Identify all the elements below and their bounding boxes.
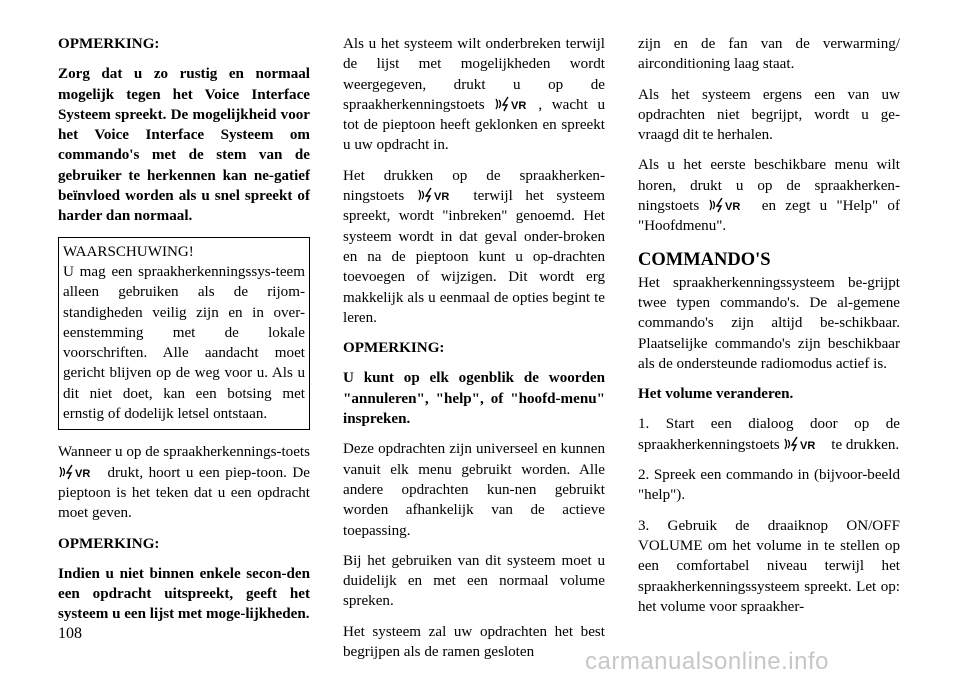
vr-icon-text: VR	[511, 99, 527, 112]
text: en zegt u "Help" of "Hoofdmenu".	[638, 198, 900, 235]
step-3: 3. Gebruik de draaiknop ON/OFF VOLUME om het volume in te stellen op een comfortabel niveau terwijl het spraakherkenningssysteem spreekt. Let op: het volume voor spraakher-	[638, 517, 900, 615]
text: te drukken.	[831, 436, 900, 453]
vr-icon-text: VR	[725, 201, 741, 214]
warning-box	[58, 237, 310, 431]
warning-title: WAARSCHUWING!	[63, 243, 194, 260]
text: Het drukken op de spraakherken-ningstoets	[343, 167, 605, 205]
paragraph	[58, 442, 310, 523]
voice-recognition-icon	[417, 187, 461, 203]
text: drukt, hoort u een piep-toon. De pieptoon is het teken dat u een opdracht moet geven.	[58, 464, 310, 522]
warning-text: U mag een spraakherkenningssys-teem alleen gebruiken als de rijom-standigheden veilig zijn en in over-eenstemming met de lokale voorschriften. Alle aandacht moet gericht blijven op de weg voor u. Als u dit niet doet, kan een botsing met ernstig of dodelijk letsel ontstaan.	[63, 263, 305, 423]
page-number: 108	[58, 625, 82, 642]
subheading: Het volume veranderen.	[638, 386, 794, 403]
note-text: Zorg dat u zo rustig en normaal mogelijk tegen het Voice Interface Systeem spreekt. De mogelijkheid voor het Voice Interface Systeem om commando's met de stem van de gebruiker te herkennen kan ne-gatief beïnvloed worden als u snel spreekt of harder dan normaal.	[58, 66, 310, 225]
paragraph: Bij het gebruiken van dit systeem moet u duidelijk en met een normaal volume spreken.	[343, 552, 605, 610]
step-2: 2. Spreek een commando in (bijvoor-beeld "help").	[638, 467, 900, 504]
note-label: OPMERKING:	[343, 340, 445, 357]
text: 1. Start een dialoog door op de spraakherkenningstoets	[638, 416, 900, 453]
voice-recognition-icon	[708, 197, 752, 213]
step-1	[638, 414, 900, 455]
paragraph	[638, 155, 900, 236]
text: , wacht u tot de pieptoon heeft geklonken en spreekt u uw opdracht in.	[343, 96, 605, 154]
voice-recognition-icon	[783, 436, 827, 452]
text: Wanneer u op de spraakherkennings-toets	[58, 444, 310, 461]
column-middle	[343, 34, 605, 672]
paragraph	[343, 34, 605, 156]
note-text: U kunt op elk ogenblik de woorden "annuleren", "help", of "hoofd-menu" inspreken.	[343, 370, 605, 428]
column-left	[58, 34, 310, 635]
section-heading: COMMANDO'S	[638, 249, 771, 270]
paragraph: Het spraakherkenningssysteem be-grijpt twee typen commando's. De al-gemene commando's zijn altijd be-schikbaar. Plaatselijke commando's zijn beschikbaar als de ondersteunde radiomodus actief is.	[638, 274, 900, 372]
paragraph: Het systeem zal uw opdrachten het best begrijpen als de ramen gesloten	[343, 623, 605, 661]
column-right	[638, 34, 900, 627]
voice-recognition-icon	[494, 96, 538, 112]
note-label: OPMERKING:	[58, 535, 160, 552]
text: terwijl het systeem spreekt, wordt "inbreken" genoemd. Het systeem wordt in dat geval onder-broken en na de pieptoon kunt u op-drachten toevoegen of wijzigen. Dit wordt erg makkelijk als u eenmaal de opties begint te leren.	[343, 188, 605, 326]
note-text: Indien u niet binnen enkele secon-den een opdracht uitspreekt, geeft het systeem u een lijst met moge-lijkheden.	[58, 565, 310, 623]
text: Als u het eerste beschikbare menu wilt horen, drukt u op de spraakherken-ningstoets	[638, 157, 900, 215]
paragraph: zijn en de fan van de verwarming/ airconditioning laag staat.	[638, 36, 900, 73]
voice-recognition-icon	[58, 464, 102, 480]
footer-watermark[interactable]: carmanualsonline.info	[585, 648, 829, 675]
note-label: OPMERKING:	[58, 36, 160, 52]
paragraph: Deze opdrachten zijn universeel en kunnen vanuit elk menu gebruikt worden. Alle andere opdrachten kun-nen gebruikt worden afhankelijk van de actieve toepassing.	[343, 441, 605, 539]
paragraph	[343, 166, 605, 328]
vr-icon-text: VR	[75, 467, 91, 480]
vr-icon-text: VR	[800, 439, 816, 452]
vr-icon-text: VR	[433, 191, 450, 204]
text: Als u het systeem wilt onderbreken terwijl de lijst met mogelijkheden wordt weergegeven, drukt u op de spraakherkenningstoets	[343, 36, 605, 113]
paragraph: Als het systeem ergens een van uw opdrachten niet begrijpt, wordt u ge-vraagd dit te herhalen.	[638, 86, 900, 144]
